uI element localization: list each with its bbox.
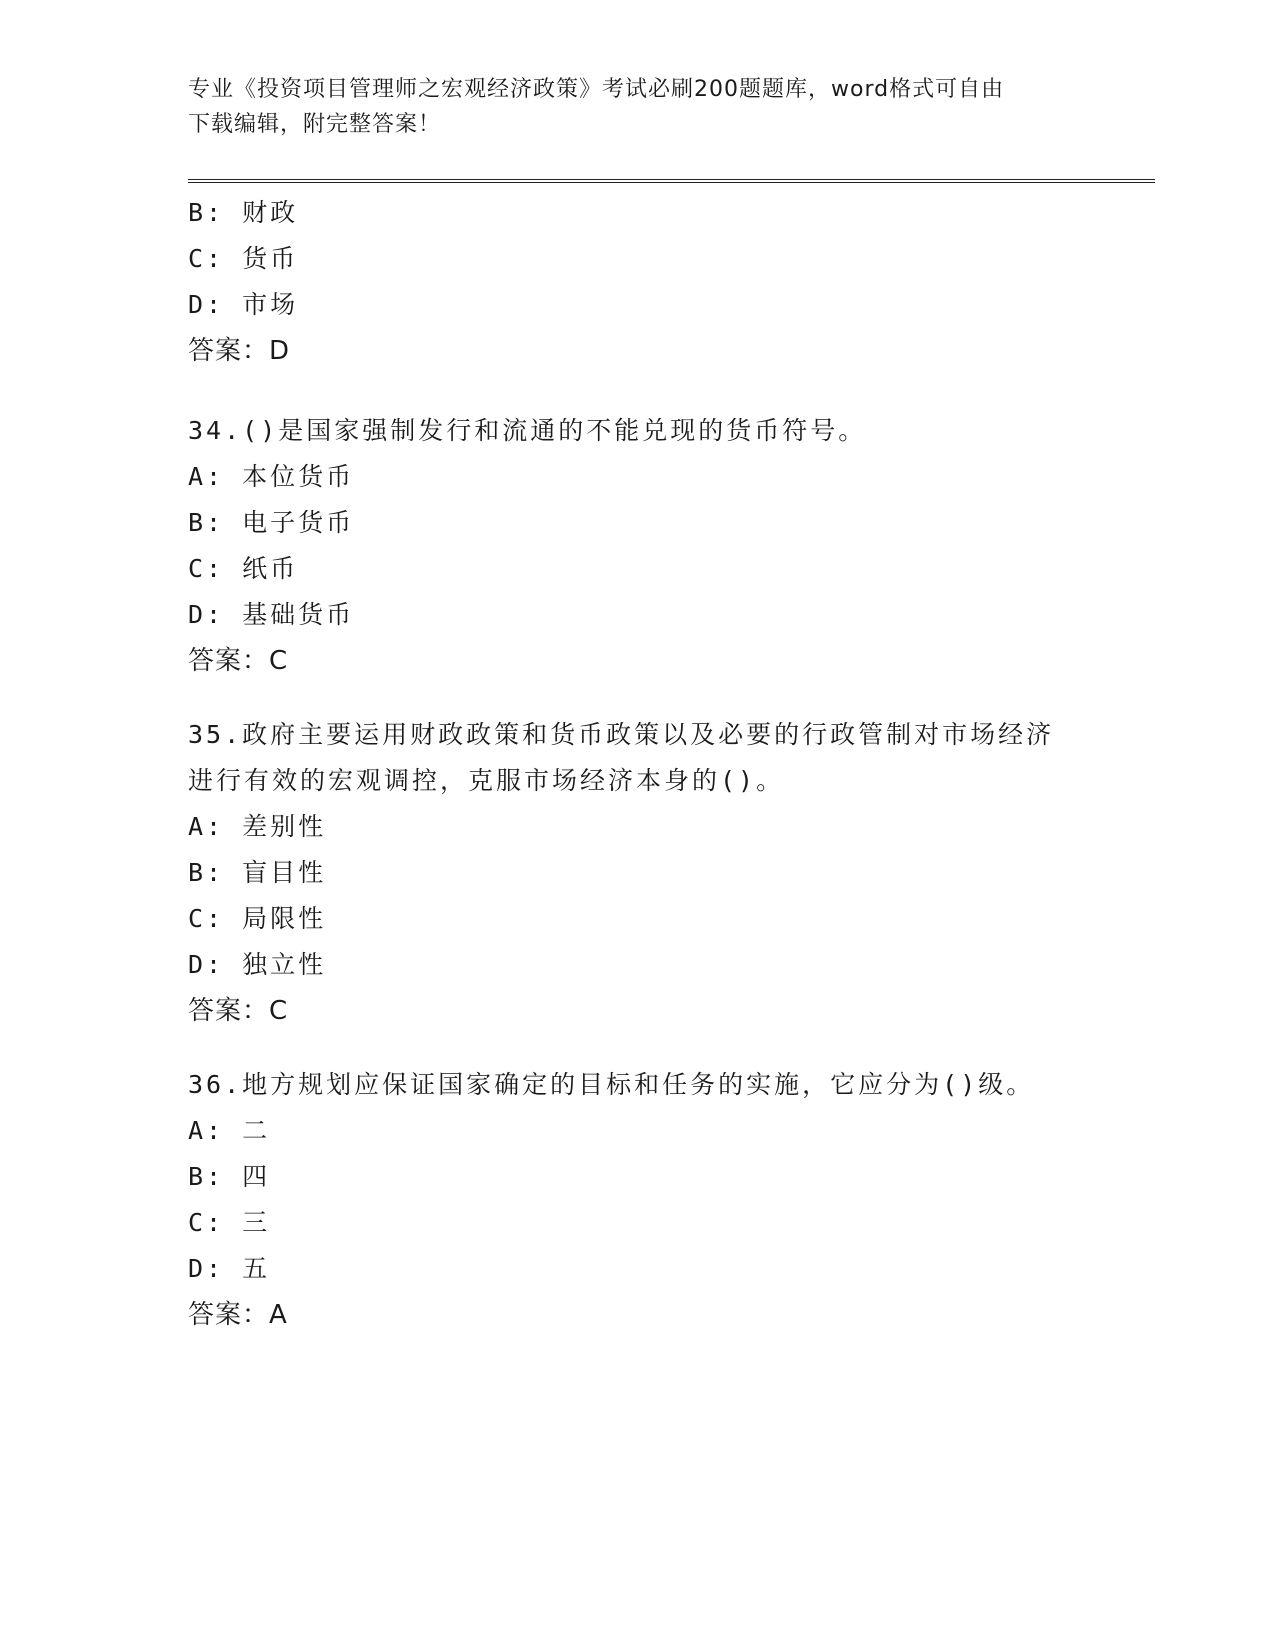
question-36 [188, 1062, 1108, 1338]
question-stem: 进行有效的宏观调控，克服市场经济本身的()。 [188, 766, 785, 795]
option-line: C: 三 [188, 1208, 271, 1237]
question-stem: 34.()是国家强制发行和流通的不能兑现的货币符号。 [188, 416, 867, 445]
option-line: B: 盲目性 [188, 858, 327, 887]
option-line: D: 五 [188, 1254, 271, 1283]
option-line: D: 基础货币 [188, 600, 355, 629]
answer-line: 答案：C [188, 646, 289, 676]
question-34 [188, 408, 1108, 684]
document-header [188, 72, 1078, 142]
option-line: D: 独立性 [188, 950, 327, 979]
option-line: C: 纸币 [188, 554, 299, 583]
option-line: D: 市场 [188, 290, 299, 319]
answer-line: 答案：C [188, 996, 289, 1026]
carryover-question [188, 190, 1108, 374]
option-line: A: 本位货币 [188, 462, 355, 491]
question-stem: 36.地方规划应保证国家确定的目标和任务的实施，它应分为()级。 [188, 1070, 1035, 1099]
option-line: A: 二 [188, 1116, 271, 1145]
option-line: C: 局限性 [188, 904, 327, 933]
header-line-1: 专业《投资项目管理师之宏观经济政策》考试必刷200题题库，word格式可自由 [188, 77, 1005, 102]
option-line: C: 货币 [188, 244, 299, 273]
option-line: B: 四 [188, 1162, 271, 1191]
option-line: B: 财政 [188, 198, 299, 227]
question-stem: 35.政府主要运用财政政策和货币政策以及必要的行政管制对市场经济 [188, 720, 1055, 749]
question-35 [188, 712, 1108, 1034]
answer-line: 答案：D [188, 336, 291, 366]
header-line-2: 下载编辑，附完整答案！ [188, 112, 442, 137]
option-line: A: 差别性 [188, 812, 327, 841]
option-line: B: 电子货币 [188, 508, 355, 537]
answer-line: 答案：A [188, 1300, 288, 1330]
header-divider [188, 179, 1155, 183]
